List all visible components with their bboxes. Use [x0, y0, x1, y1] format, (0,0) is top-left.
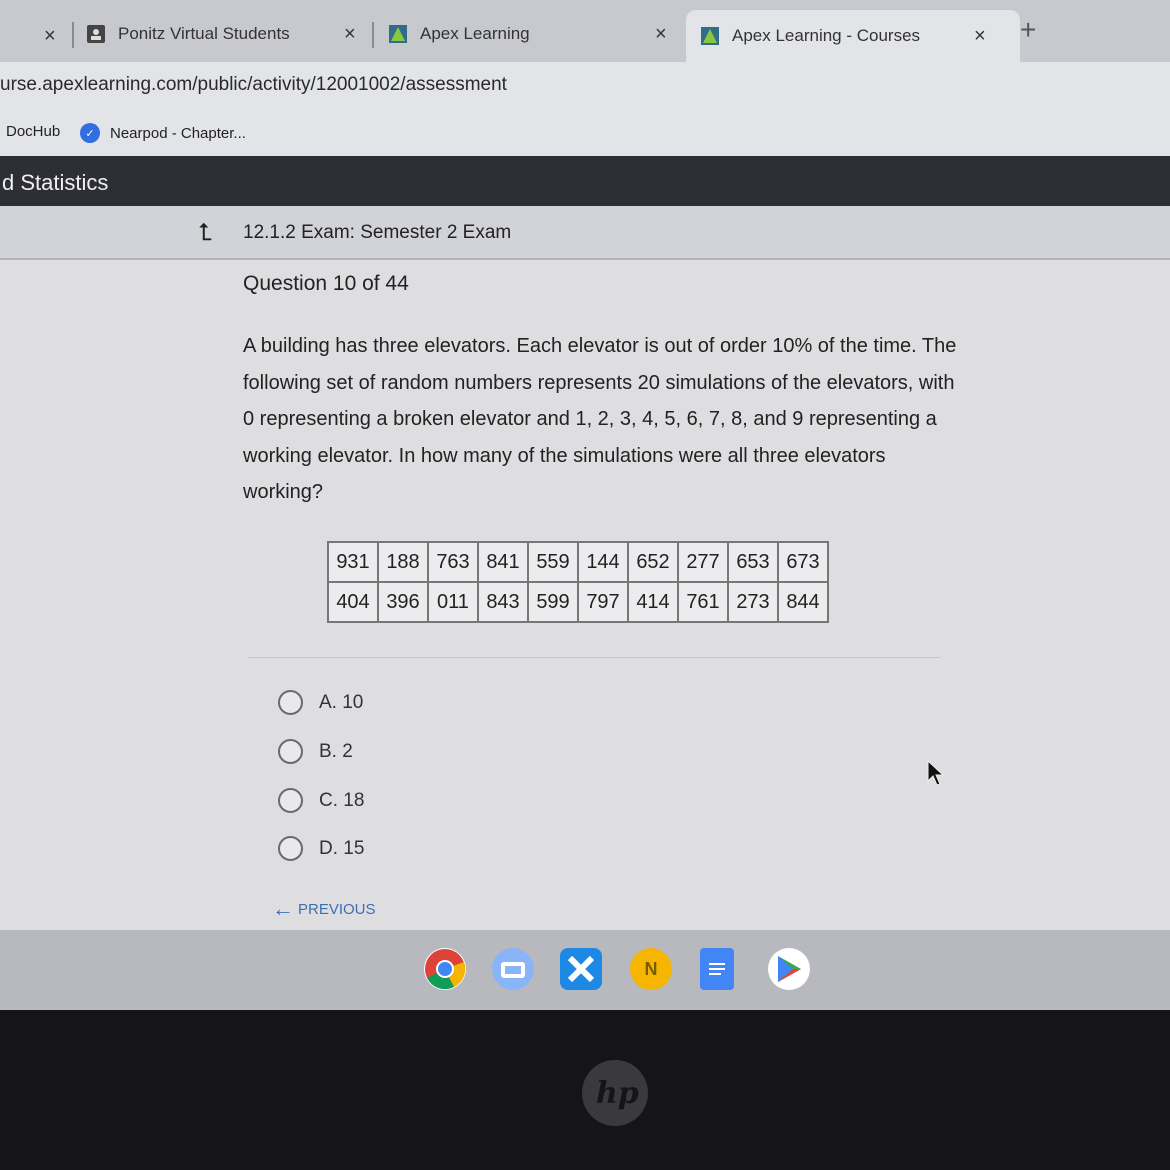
previous-label: PREVIOUS — [298, 900, 376, 918]
option-c[interactable] — [278, 788, 364, 813]
question-panel — [0, 260, 1170, 930]
radio-button[interactable] — [278, 690, 303, 715]
option-letter: C. — [319, 789, 338, 811]
table-cell: 404 — [328, 582, 378, 622]
table-cell: 843 — [478, 582, 528, 622]
tab-label: Apex Learning - Courses — [732, 26, 921, 45]
chrome-icon[interactable] — [424, 948, 466, 990]
random-numbers-table — [327, 541, 829, 623]
tab-apex-learning[interactable] — [388, 14, 678, 54]
table-cell: 277 — [678, 542, 728, 582]
apex-logo-icon — [700, 26, 720, 46]
url-text: urse.apexlearning.com/public/activity/12001002/assessment — [0, 74, 507, 95]
play-store-icon[interactable] — [768, 948, 810, 990]
option-b[interactable] — [278, 739, 353, 764]
table-row — [328, 542, 828, 582]
table-cell: 761 — [678, 582, 728, 622]
svg-text:hp: hp — [596, 1076, 639, 1111]
exam-title: 12.1.2 Exam: Semester 2 Exam — [243, 222, 512, 243]
table-cell: 841 — [478, 542, 528, 582]
option-value: 2 — [342, 740, 353, 762]
table-cell: 273 — [728, 582, 778, 622]
tab-apex-courses[interactable] — [686, 10, 1020, 62]
table-cell: 652 — [628, 542, 678, 582]
tab-label: Ponitz Virtual Students — [118, 24, 290, 43]
close-icon[interactable]: × — [974, 24, 986, 47]
hp-logo — [582, 1060, 648, 1126]
bookmark-dochub[interactable] — [6, 123, 60, 140]
question-text: A building has three elevators. Each elevator is out of order 10% of the time. The following set of random numbers represents 20 simulations of the elevators, with 0 representing a broken elevator and 1, 2, 3, 4, 5, 6, 7, 8, and 9 representing a working elevator. In how many of the simulations were all three elevators working? — [243, 335, 957, 503]
table-cell: 763 — [428, 542, 478, 582]
apex-logo-icon — [388, 24, 408, 44]
new-tab-button[interactable]: + — [1020, 14, 1037, 45]
close-icon[interactable]: × — [655, 22, 667, 45]
tab-label: Apex Learning — [420, 24, 530, 43]
option-letter: A. — [319, 691, 337, 713]
option-letter: D. — [319, 837, 338, 859]
table-cell: 559 — [528, 542, 578, 582]
close-icon: × — [44, 24, 56, 47]
close-tab-button[interactable] — [44, 22, 56, 50]
bookmark-nearpod[interactable] — [80, 123, 246, 143]
option-a[interactable] — [278, 690, 363, 715]
meet-icon[interactable] — [492, 948, 534, 990]
table-cell: 844 — [778, 582, 828, 622]
table-cell: 653 — [728, 542, 778, 582]
notes-icon[interactable]: N — [630, 948, 672, 990]
docs-icon[interactable] — [700, 948, 734, 990]
option-value: 15 — [343, 837, 365, 859]
course-header — [0, 156, 1170, 206]
os-shelf — [0, 930, 1170, 1010]
radio-button[interactable] — [278, 739, 303, 764]
table-cell: 797 — [578, 582, 628, 622]
nearpod-icon: ✓ — [80, 123, 100, 143]
table-cell: 931 — [328, 542, 378, 582]
close-icon[interactable]: × — [344, 22, 356, 45]
tab-strip — [0, 0, 1170, 62]
bookmark-label: Nearpod - Chapter... — [110, 124, 246, 142]
table-cell: 188 — [378, 542, 428, 582]
account-box-icon — [86, 24, 106, 44]
option-letter: B. — [319, 740, 337, 762]
bookmarks-bar — [0, 110, 1170, 157]
tab-separator — [372, 22, 374, 48]
table-cell: 599 — [528, 582, 578, 622]
exam-header — [0, 206, 1170, 260]
course-title: d Statistics — [2, 170, 109, 195]
divider — [248, 657, 940, 658]
option-d[interactable] — [278, 836, 364, 861]
previous-button[interactable] — [272, 896, 376, 922]
tab-separator — [72, 22, 74, 48]
tab-ponitz[interactable] — [86, 14, 366, 54]
table-cell: 144 — [578, 542, 628, 582]
table-cell: 011 — [428, 582, 478, 622]
edpuzzle-icon[interactable] — [560, 948, 602, 990]
arrow-left-icon: ← — [272, 896, 294, 921]
address-bar[interactable] — [0, 62, 1170, 110]
table-row — [328, 582, 828, 622]
mouse-cursor-icon — [927, 760, 945, 791]
question-number: Question 10 of 44 — [243, 272, 409, 295]
radio-button[interactable] — [278, 788, 303, 813]
radio-button[interactable] — [278, 836, 303, 861]
option-value: 18 — [343, 789, 365, 811]
table-cell: 673 — [778, 542, 828, 582]
bookmark-label: DocHub — [6, 123, 61, 140]
back-to-course-icon[interactable]: ⮤ — [198, 219, 213, 246]
table-cell: 396 — [378, 582, 428, 622]
table-cell: 414 — [628, 582, 678, 622]
option-value: 10 — [342, 691, 364, 713]
